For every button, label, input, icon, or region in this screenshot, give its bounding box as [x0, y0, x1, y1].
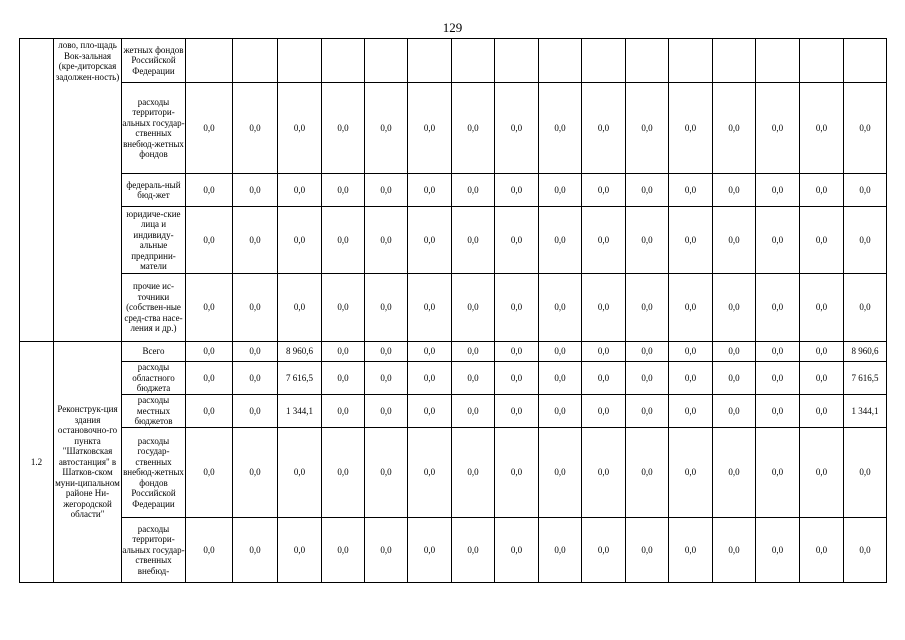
- funding-source: Всего: [122, 342, 186, 362]
- value-cell: [800, 39, 844, 83]
- value-cell: 0,0: [756, 395, 800, 428]
- value-cell: [452, 39, 495, 83]
- funding-source: жетных фондов Российской Федерации: [122, 39, 186, 83]
- funding-source: расходы государ-ственных внебюд-жетных фондов Российской Федерации: [122, 428, 186, 518]
- value-cell: 0,0: [186, 428, 233, 518]
- value-cell: 0,0: [186, 174, 233, 207]
- value-cell: [844, 39, 887, 83]
- value-cell: 0,0: [408, 362, 452, 395]
- value-cell: 0,0: [713, 342, 756, 362]
- value-cell: 0,0: [322, 274, 365, 342]
- value-cell: [365, 39, 408, 83]
- value-cell: 0,0: [452, 428, 495, 518]
- value-cell: 0,0: [582, 207, 626, 274]
- value-cell: 0,0: [626, 395, 669, 428]
- value-cell: 0,0: [800, 342, 844, 362]
- value-cell: 0,0: [756, 518, 800, 583]
- value-cell: 0,0: [186, 274, 233, 342]
- value-cell: 0,0: [408, 207, 452, 274]
- value-cell: 8 960,6: [844, 342, 887, 362]
- value-cell: 0,0: [626, 428, 669, 518]
- value-cell: 0,0: [365, 428, 408, 518]
- value-cell: 0,0: [186, 83, 233, 174]
- value-cell: [186, 39, 233, 83]
- value-cell: 0,0: [844, 428, 887, 518]
- funding-source: юридиче-ские лица и индивиду-альные предприни-матели: [122, 207, 186, 274]
- item-name: Реконструк-ция здания остановочно-го пункта "Шатковская автостанция" в Шатков-ском муни-ципальном районе Ни-жегородской области": [54, 342, 122, 583]
- value-cell: 0,0: [539, 207, 582, 274]
- value-cell: 0,0: [186, 342, 233, 362]
- value-cell: 0,0: [582, 174, 626, 207]
- table-row: [20, 207, 887, 274]
- value-cell: 0,0: [539, 518, 582, 583]
- value-cell: 0,0: [756, 428, 800, 518]
- value-cell: 0,0: [669, 274, 713, 342]
- value-cell: 0,0: [539, 342, 582, 362]
- value-cell: 0,0: [626, 518, 669, 583]
- value-cell: 0,0: [233, 274, 278, 342]
- value-cell: 0,0: [233, 342, 278, 362]
- value-cell: 0,0: [322, 362, 365, 395]
- value-cell: 0,0: [278, 207, 322, 274]
- value-cell: 0,0: [626, 274, 669, 342]
- value-cell: 0,0: [713, 207, 756, 274]
- value-cell: 0,0: [322, 207, 365, 274]
- value-cell: 0,0: [278, 83, 322, 174]
- value-cell: 0,0: [186, 518, 233, 583]
- value-cell: 0,0: [495, 207, 539, 274]
- value-cell: 0,0: [800, 83, 844, 174]
- value-cell: 0,0: [365, 395, 408, 428]
- funding-source: прочие ис-точники (собствен-ные сред-ства насе-ления и др.): [122, 274, 186, 342]
- table-row: [20, 428, 887, 518]
- value-cell: 0,0: [233, 395, 278, 428]
- value-cell: 0,0: [669, 518, 713, 583]
- value-cell: 0,0: [408, 274, 452, 342]
- value-cell: 0,0: [233, 518, 278, 583]
- value-cell: 8 960,6: [278, 342, 322, 362]
- page-number: 129: [442, 20, 463, 35]
- value-cell: 0,0: [365, 207, 408, 274]
- value-cell: 0,0: [582, 83, 626, 174]
- value-cell: 0,0: [539, 83, 582, 174]
- value-cell: 0,0: [186, 395, 233, 428]
- table-row: [20, 518, 887, 583]
- value-cell: 0,0: [756, 362, 800, 395]
- value-cell: [233, 39, 278, 83]
- value-cell: 0,0: [582, 362, 626, 395]
- value-cell: 0,0: [582, 342, 626, 362]
- value-cell: 0,0: [495, 83, 539, 174]
- value-cell: [322, 39, 365, 83]
- value-cell: 0,0: [539, 274, 582, 342]
- value-cell: 0,0: [756, 274, 800, 342]
- table-row: [20, 174, 887, 207]
- value-cell: [408, 39, 452, 83]
- item-number: 1.2: [20, 342, 54, 583]
- value-cell: 0,0: [408, 83, 452, 174]
- value-cell: 0,0: [844, 207, 887, 274]
- value-cell: 0,0: [365, 274, 408, 342]
- table-row: [20, 395, 887, 428]
- value-cell: 0,0: [495, 174, 539, 207]
- value-cell: 0,0: [322, 518, 365, 583]
- budget-table: [19, 38, 887, 583]
- value-cell: 0,0: [713, 518, 756, 583]
- value-cell: 0,0: [452, 395, 495, 428]
- table-row: [20, 83, 887, 174]
- value-cell: 0,0: [756, 174, 800, 207]
- value-cell: 0,0: [669, 395, 713, 428]
- value-cell: 0,0: [800, 174, 844, 207]
- value-cell: 0,0: [669, 362, 713, 395]
- value-cell: 1 344,1: [278, 395, 322, 428]
- value-cell: 0,0: [756, 342, 800, 362]
- value-cell: 0,0: [844, 274, 887, 342]
- value-cell: 0,0: [713, 83, 756, 174]
- value-cell: 0,0: [322, 174, 365, 207]
- value-cell: 0,0: [408, 518, 452, 583]
- value-cell: 0,0: [322, 83, 365, 174]
- value-cell: 0,0: [582, 395, 626, 428]
- value-cell: 0,0: [186, 207, 233, 274]
- table-row: [20, 362, 887, 395]
- value-cell: 0,0: [844, 518, 887, 583]
- value-cell: 0,0: [233, 362, 278, 395]
- value-cell: 0,0: [582, 428, 626, 518]
- value-cell: 0,0: [713, 428, 756, 518]
- value-cell: 0,0: [452, 83, 495, 174]
- value-cell: 7 616,5: [278, 362, 322, 395]
- value-cell: 0,0: [452, 174, 495, 207]
- value-cell: 0,0: [582, 274, 626, 342]
- value-cell: 0,0: [365, 83, 408, 174]
- value-cell: 0,0: [582, 518, 626, 583]
- value-cell: 0,0: [669, 428, 713, 518]
- value-cell: 0,0: [800, 428, 844, 518]
- value-cell: 0,0: [539, 395, 582, 428]
- value-cell: 1 344,1: [844, 395, 887, 428]
- value-cell: 0,0: [233, 428, 278, 518]
- funding-source: федераль-ный бюд-жет: [122, 174, 186, 207]
- value-cell: 0,0: [539, 428, 582, 518]
- value-cell: 0,0: [495, 362, 539, 395]
- value-cell: 0,0: [713, 274, 756, 342]
- value-cell: 0,0: [408, 174, 452, 207]
- value-cell: 0,0: [844, 174, 887, 207]
- value-cell: 0,0: [626, 342, 669, 362]
- value-cell: 0,0: [452, 342, 495, 362]
- value-cell: 0,0: [452, 274, 495, 342]
- value-cell: [713, 39, 756, 83]
- value-cell: 0,0: [495, 342, 539, 362]
- value-cell: 0,0: [278, 174, 322, 207]
- value-cell: 0,0: [365, 362, 408, 395]
- value-cell: 0,0: [278, 274, 322, 342]
- value-cell: 0,0: [626, 174, 669, 207]
- value-cell: [669, 39, 713, 83]
- value-cell: [278, 39, 322, 83]
- value-cell: [495, 39, 539, 83]
- value-cell: 0,0: [408, 342, 452, 362]
- value-cell: 0,0: [408, 428, 452, 518]
- value-cell: 0,0: [539, 362, 582, 395]
- value-cell: 0,0: [713, 395, 756, 428]
- value-cell: 0,0: [756, 207, 800, 274]
- funding-source: расходы территори-альных государ-ственных внебюд-: [122, 518, 186, 583]
- value-cell: 0,0: [626, 362, 669, 395]
- value-cell: 0,0: [278, 518, 322, 583]
- table-row: [20, 274, 887, 342]
- funding-source: расходы местных бюджетов: [122, 395, 186, 428]
- value-cell: 0,0: [800, 395, 844, 428]
- value-cell: 0,0: [233, 83, 278, 174]
- value-cell: 0,0: [626, 83, 669, 174]
- value-cell: 0,0: [495, 395, 539, 428]
- value-cell: 0,0: [713, 174, 756, 207]
- value-cell: 0,0: [322, 428, 365, 518]
- value-cell: 0,0: [365, 174, 408, 207]
- value-cell: 0,0: [669, 174, 713, 207]
- table-row: [20, 39, 887, 83]
- value-cell: [756, 39, 800, 83]
- value-cell: 0,0: [669, 342, 713, 362]
- value-cell: 0,0: [800, 274, 844, 342]
- value-cell: 0,0: [539, 174, 582, 207]
- funding-source: расходы территори-альных государ-ственных внебюд-жетных фондов: [122, 83, 186, 174]
- value-cell: [626, 39, 669, 83]
- value-cell: 0,0: [756, 83, 800, 174]
- value-cell: 0,0: [452, 207, 495, 274]
- value-cell: 0,0: [713, 362, 756, 395]
- value-cell: 0,0: [844, 83, 887, 174]
- value-cell: [582, 39, 626, 83]
- value-cell: [539, 39, 582, 83]
- table-row: [20, 342, 887, 362]
- value-cell: 0,0: [626, 207, 669, 274]
- value-cell: 0,0: [669, 207, 713, 274]
- value-cell: 0,0: [233, 207, 278, 274]
- value-cell: 0,0: [408, 395, 452, 428]
- value-cell: 0,0: [495, 518, 539, 583]
- value-cell: 0,0: [322, 342, 365, 362]
- value-cell: 0,0: [452, 362, 495, 395]
- value-cell: 0,0: [322, 395, 365, 428]
- item-name: лово, пло-щадь Вок-зальная (кре-диторская задолжен-ность): [54, 39, 122, 342]
- value-cell: 0,0: [365, 342, 408, 362]
- value-cell: 0,0: [278, 428, 322, 518]
- funding-source: расходы областного бюджета: [122, 362, 186, 395]
- value-cell: 0,0: [800, 207, 844, 274]
- value-cell: 0,0: [452, 518, 495, 583]
- value-cell: 0,0: [365, 518, 408, 583]
- item-number: [20, 39, 54, 342]
- value-cell: 0,0: [186, 362, 233, 395]
- value-cell: 0,0: [495, 274, 539, 342]
- value-cell: 0,0: [495, 428, 539, 518]
- value-cell: 7 616,5: [844, 362, 887, 395]
- value-cell: 0,0: [800, 518, 844, 583]
- value-cell: 0,0: [800, 362, 844, 395]
- value-cell: 0,0: [233, 174, 278, 207]
- value-cell: 0,0: [669, 83, 713, 174]
